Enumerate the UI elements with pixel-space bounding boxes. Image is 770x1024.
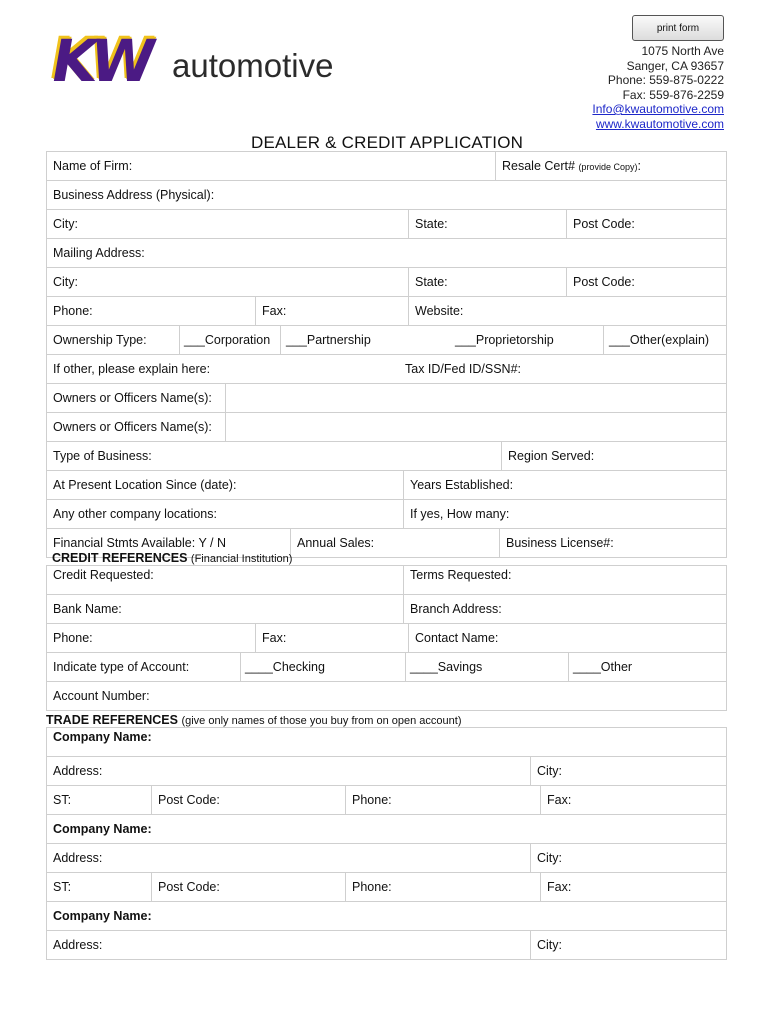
city-field[interactable]: City: bbox=[53, 217, 78, 231]
financial-stmts-field[interactable]: Financial Stmts Available: Y / N bbox=[53, 536, 227, 550]
trade-phone-field-2[interactable]: Phone: bbox=[345, 873, 392, 901]
row-account-type bbox=[47, 652, 726, 681]
savings-option[interactable]: ____Savings bbox=[405, 653, 482, 681]
checking-option[interactable]: ____Checking bbox=[240, 653, 325, 681]
mailing-address-field[interactable]: Mailing Address: bbox=[53, 246, 145, 260]
trade-fax-field-2[interactable]: Fax: bbox=[540, 873, 571, 901]
row-owners-1 bbox=[47, 383, 726, 412]
trade-post-code-field-2[interactable]: Post Code: bbox=[151, 873, 220, 901]
row-st-2 bbox=[47, 872, 726, 901]
row-if-other bbox=[47, 354, 726, 383]
bank-name-field[interactable]: Bank Name: bbox=[53, 602, 122, 616]
row-ownership bbox=[47, 325, 726, 354]
city-line: Sanger, CA 93657 bbox=[626, 58, 724, 73]
other-account-option[interactable]: ____Other bbox=[568, 653, 632, 681]
present-location-field[interactable]: At Present Location Since (date): bbox=[53, 478, 237, 492]
fax-field[interactable]: Fax: bbox=[255, 297, 286, 325]
row-account-number bbox=[47, 681, 726, 710]
name-of-firm-field[interactable]: Name of Firm: bbox=[53, 159, 133, 173]
row-city-2 bbox=[47, 267, 726, 296]
resale-cert-note: (provide Copy) bbox=[578, 162, 638, 172]
company-name-field-2[interactable]: Company Name: bbox=[53, 822, 152, 836]
other-explain-option[interactable]: ___Other(explain) bbox=[603, 326, 709, 354]
trade-city-field-1[interactable]: City: bbox=[530, 757, 562, 785]
resale-cert-field[interactable]: Resale Cert# (provide Copy): bbox=[495, 152, 641, 180]
company-name-field-1[interactable]: Company Name: bbox=[53, 730, 152, 744]
phone-field[interactable]: Phone: bbox=[53, 304, 93, 318]
row-credit-requested bbox=[47, 566, 726, 594]
trade-post-code-field-1[interactable]: Post Code: bbox=[151, 786, 220, 814]
owners-officers-field-2[interactable]: Owners or Officers Name(s): bbox=[53, 420, 212, 434]
credit-heading-note: (Financial Institution) bbox=[190, 553, 293, 565]
bank-fax-field[interactable]: Fax: bbox=[255, 624, 286, 652]
fax-line: Fax: 559-876-2259 bbox=[622, 87, 724, 102]
trade-references-heading bbox=[46, 713, 462, 727]
credit-heading-text: CREDIT REFERENCES bbox=[52, 551, 188, 565]
contact-name-field[interactable]: Contact Name: bbox=[408, 624, 498, 652]
logo-automotive: automotive bbox=[172, 47, 334, 84]
years-established-field[interactable]: Years Established: bbox=[403, 471, 513, 499]
row-address-2 bbox=[47, 843, 726, 872]
row-business-type bbox=[47, 441, 726, 470]
row-business-address bbox=[47, 180, 726, 209]
resale-cert-label: Resale Cert# bbox=[502, 159, 575, 173]
mailing-city-field[interactable]: City: bbox=[53, 275, 78, 289]
trade-fax-field-1[interactable]: Fax: bbox=[540, 786, 571, 814]
row-mailing-address bbox=[47, 238, 726, 267]
address-line: 1075 North Ave bbox=[641, 44, 724, 58]
trade-city-field-3[interactable]: City: bbox=[530, 931, 562, 959]
trade-city-field-2[interactable]: City: bbox=[530, 844, 562, 872]
trade-address-field-3[interactable]: Address: bbox=[53, 938, 103, 952]
proprietorship-option[interactable]: ___Proprietorship bbox=[455, 333, 554, 347]
company-name-field-3[interactable]: Company Name: bbox=[53, 909, 152, 923]
website-field[interactable]: Website: bbox=[408, 297, 463, 325]
type-of-business-field[interactable]: Type of Business: bbox=[53, 449, 152, 463]
account-number-field[interactable]: Account Number: bbox=[53, 689, 150, 703]
tax-id-field[interactable]: Tax ID/Fed ID/SSN#: bbox=[405, 362, 522, 376]
row-other-locations bbox=[47, 499, 726, 528]
page-title: DEALER & CREDIT APPLICATION bbox=[251, 133, 524, 152]
row-company-1 bbox=[47, 728, 726, 756]
business-address-field[interactable]: Business Address (Physical): bbox=[53, 188, 215, 202]
trade-heading-note: (give only names of those you buy from on open account) bbox=[181, 715, 462, 727]
row-st-1 bbox=[47, 785, 726, 814]
dealer-info-table bbox=[46, 151, 727, 558]
owners-officers-field-1[interactable]: Owners or Officers Name(s): bbox=[53, 391, 212, 405]
mailing-state-field[interactable]: State: bbox=[408, 268, 448, 296]
owners-divider-2 bbox=[225, 413, 226, 441]
trade-references-table bbox=[46, 727, 727, 960]
how-many-field[interactable]: If yes, How many: bbox=[403, 500, 509, 528]
website-link[interactable]: www.kwautomotive.com bbox=[595, 116, 724, 131]
branch-address-field[interactable]: Branch Address: bbox=[403, 595, 502, 623]
corporation-option[interactable]: ___Corporation bbox=[179, 326, 270, 354]
company-logo bbox=[46, 27, 354, 95]
credit-requested-field[interactable]: Credit Requested: bbox=[53, 568, 154, 582]
row-phone bbox=[47, 296, 726, 325]
contact-block bbox=[592, 44, 724, 131]
partnership-option[interactable]: ___Partnership bbox=[280, 326, 371, 354]
row-address-1 bbox=[47, 756, 726, 785]
row-company-3 bbox=[47, 901, 726, 930]
trade-address-field-2[interactable]: Address: bbox=[53, 851, 103, 865]
row-present-location bbox=[47, 470, 726, 499]
row-owners-2 bbox=[47, 412, 726, 441]
print-form-button[interactable]: print form bbox=[632, 15, 724, 41]
mailing-post-code-field[interactable]: Post Code: bbox=[566, 268, 635, 296]
bank-phone-field[interactable]: Phone: bbox=[53, 631, 93, 645]
trade-st-field-1[interactable]: ST: bbox=[53, 793, 72, 807]
row-address-3 bbox=[47, 930, 726, 959]
row-city-1 bbox=[47, 209, 726, 238]
phone-line: Phone: 559-875-0222 bbox=[607, 73, 724, 87]
row-company-2 bbox=[47, 814, 726, 843]
logo-kw: KW bbox=[46, 27, 155, 95]
row-bank bbox=[47, 594, 726, 623]
trade-st-field-2[interactable]: ST: bbox=[53, 880, 72, 894]
other-locations-field[interactable]: Any other company locations: bbox=[53, 507, 217, 521]
credit-references-heading bbox=[52, 551, 292, 565]
account-type-label: Indicate type of Account: bbox=[53, 660, 190, 674]
owners-divider-1 bbox=[225, 384, 226, 412]
trade-address-field-1[interactable]: Address: bbox=[53, 764, 103, 778]
row-firm bbox=[47, 152, 726, 180]
trade-phone-field-1[interactable]: Phone: bbox=[345, 786, 392, 814]
email-link[interactable]: Info@kwautomotive.com bbox=[592, 102, 724, 116]
business-license-field[interactable]: Business License#: bbox=[499, 529, 614, 557]
row-bank-phone bbox=[47, 623, 726, 652]
if-other-field[interactable]: If other, please explain here: bbox=[53, 362, 211, 376]
post-code-field[interactable]: Post Code: bbox=[566, 210, 635, 238]
ownership-type-label: Ownership Type: bbox=[53, 333, 147, 347]
terms-requested-field[interactable]: Terms Requested: bbox=[403, 566, 511, 594]
state-field[interactable]: State: bbox=[408, 210, 448, 238]
annual-sales-field[interactable]: Annual Sales: bbox=[290, 529, 374, 557]
trade-heading-text: TRADE REFERENCES bbox=[46, 713, 178, 727]
region-served-field[interactable]: Region Served: bbox=[501, 442, 594, 470]
credit-references-table bbox=[46, 565, 727, 711]
